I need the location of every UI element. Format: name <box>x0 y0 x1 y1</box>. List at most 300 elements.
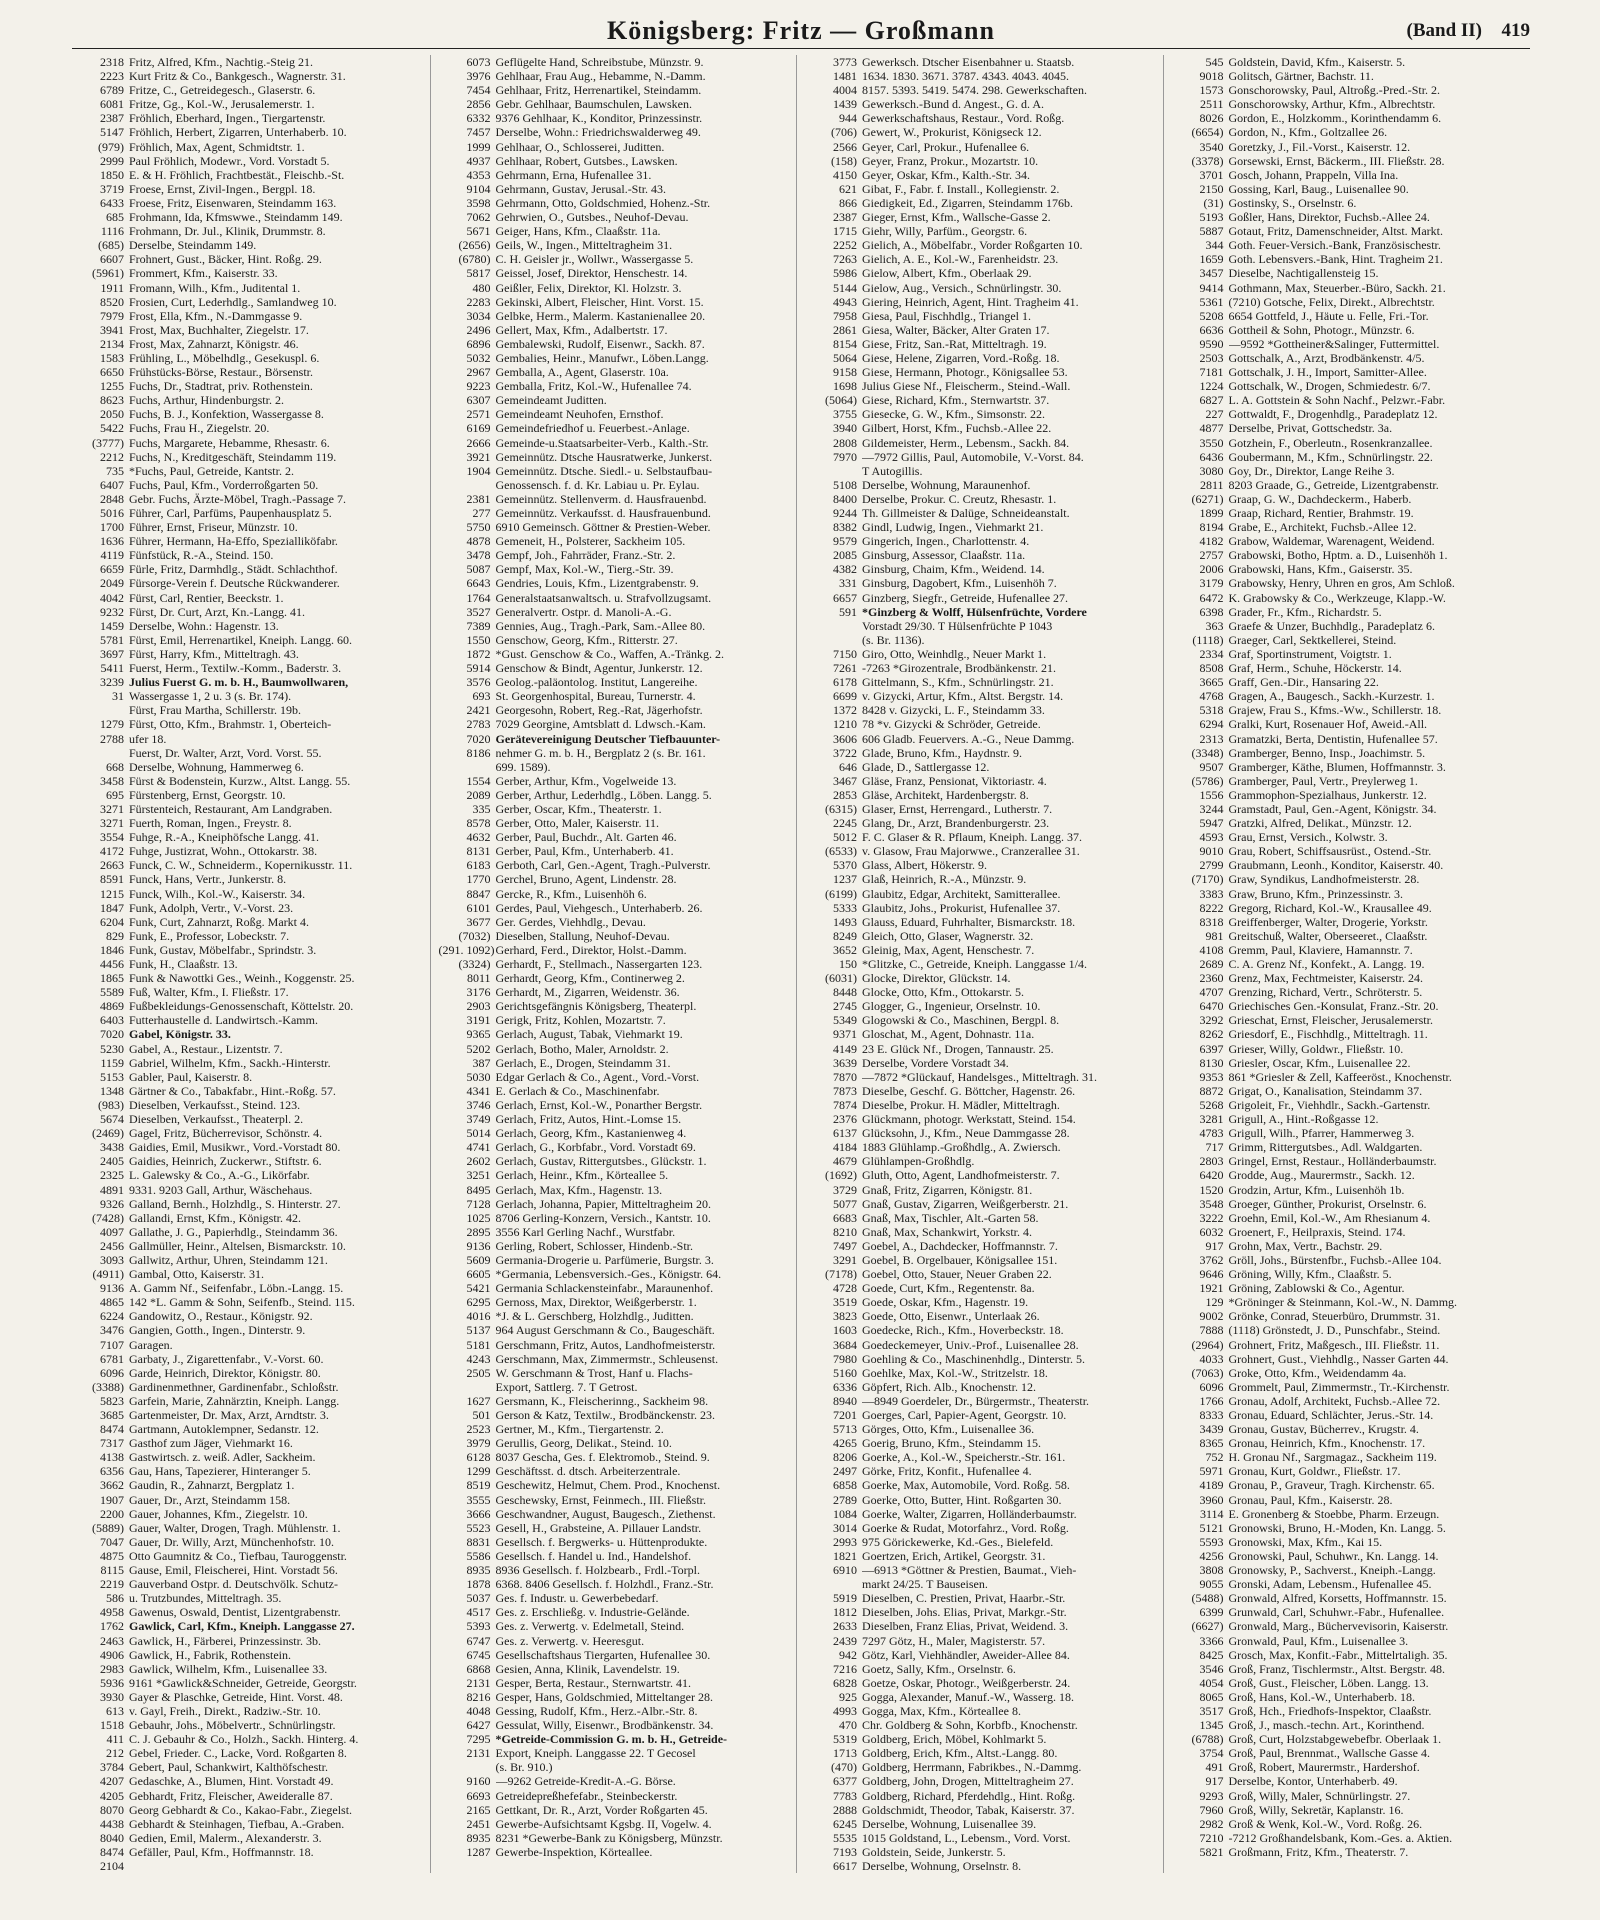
directory-entry <box>72 1591 430 1605</box>
directory-entry <box>1172 1746 1531 1760</box>
entry-text: Groß, Willy, Sekretär, Kaplanstr. 16. <box>1228 1802 1404 1817</box>
phone-number: 3979 <box>466 1436 491 1451</box>
phone-number: 4958 <box>100 1605 124 1620</box>
entry-text: Gauer, Walter, Drogen, Tragh. Mühlenstr. 1. <box>129 1520 341 1535</box>
phone-number: 5016 <box>100 506 124 520</box>
directory-entry <box>805 238 1163 252</box>
phone-number: 2313 <box>1199 731 1224 746</box>
entry-text: Germania-Drogerie u. Parfümerie, Burgstr. 3. <box>495 1252 714 1267</box>
entry-text: Gratzki, Alfred, Delikat., Münzstr. 12. <box>1228 816 1412 831</box>
phone-number: 3976 <box>466 69 491 84</box>
phone-number: 5318 <box>1199 703 1224 718</box>
directory-entry <box>439 1619 797 1633</box>
phone-number: 4149 <box>833 1041 857 1056</box>
directory-entry <box>1172 802 1531 816</box>
entry-text: Gemeinnütz. Verkaufsst. d. Hausfrauenbund. <box>495 506 711 520</box>
phone-number: 3755 <box>833 407 857 422</box>
phone-number: 6420 <box>1199 1168 1224 1183</box>
directory-entry <box>72 69 430 83</box>
entry-text: Julius Fuerst G. m. b. H., Baumwollwaren, <box>129 675 349 690</box>
phone-number: 4456 <box>100 957 124 971</box>
directory-entry <box>439 548 797 562</box>
directory-entry <box>805 1732 1163 1746</box>
directory-entry <box>1172 309 1531 323</box>
entry-text: Gerlach, Gustav, Rittergutsbes., Glückstr. 1. <box>495 1154 707 1169</box>
directory-entry <box>439 111 797 125</box>
phone-number: 5181 <box>466 1337 491 1352</box>
phone-number: 5014 <box>466 1126 491 1141</box>
directory-entry <box>72 379 430 393</box>
phone-number: 8365 <box>1199 1436 1224 1451</box>
directory-entry <box>1172 210 1531 224</box>
entry-text: Generalstaatsanwaltsch. u. Strafvollzugsamt. <box>495 590 712 605</box>
phone-number: 1520 <box>1199 1182 1224 1197</box>
directory-column-3 <box>805 55 1164 1873</box>
entry-text: Gebhardt, Fritz, Fleischer, Aweideralle 87. <box>129 1788 333 1803</box>
directory-entry <box>439 1732 797 1746</box>
entry-text: Gerschmann, Max, Zimmermstr., Schleusenst. <box>495 1351 719 1366</box>
phone-number: 7062 <box>466 210 491 225</box>
phone-number: 6397 <box>1199 1041 1224 1056</box>
entry-text: 23 E. Glück Nf., Drogen, Tannaustr. 25. <box>862 1041 1054 1056</box>
directory-entry <box>439 957 797 971</box>
directory-entry <box>72 323 430 337</box>
phone-number: 9223 <box>466 379 491 394</box>
directory-entry <box>1172 774 1531 788</box>
phone-number: 2451 <box>466 1816 491 1831</box>
directory-entry <box>72 1027 430 1041</box>
phone-number: 3941 <box>100 322 124 337</box>
entry-text: —7872 *Glückauf, Handelsges., Mitteltragh. 31. <box>862 1069 1097 1084</box>
entry-text: Graap, G. W., Dachdeckerm., Haberb. <box>1228 491 1412 506</box>
directory-entry <box>439 1746 797 1760</box>
directory-entry <box>439 689 797 703</box>
directory-entry <box>1172 1295 1531 1309</box>
page-title: Königsberg: Fritz — Großmann <box>607 16 995 45</box>
directory-entry <box>439 1845 797 1859</box>
directory-entry <box>439 858 797 872</box>
phone-number: 6643 <box>466 576 491 591</box>
entry-text: Germania Schlackensteinfabr., Maraunenhof. <box>495 1281 714 1296</box>
entry-text: Grodzin, Artur, Kfm., Luisenhöh 1b. <box>1228 1182 1405 1197</box>
directory-entry <box>439 633 797 647</box>
phone-number: 8186 <box>466 745 491 760</box>
phone-number: 7870 <box>833 1069 857 1084</box>
directory-entry <box>72 605 430 619</box>
phone-number: (685) <box>98 238 124 253</box>
directory-entry <box>1172 675 1531 689</box>
page-header <box>72 14 1530 49</box>
entry-text: Gehrmann, Gustav, Jerusal.-Str. 43. <box>495 181 667 196</box>
phone-number: 3652 <box>833 942 857 957</box>
directory-entry <box>439 985 797 999</box>
directory-entry <box>72 999 430 1013</box>
entry-text: Glang, Dr., Arzt, Brandenburgerstr. 23. <box>862 816 1050 831</box>
entry-text: Gefäller, Paul, Kfm., Hoffmannstr. 18. <box>129 1844 314 1859</box>
entry-text: Gerschmann, Fritz, Autos, Landhofmeisterstr. <box>495 1337 716 1352</box>
entry-text: Gesper, Berta, Restaur., Sternwartstr. 41. <box>495 1675 691 1690</box>
phone-number: 3722 <box>833 745 857 760</box>
phone-number: 2318 <box>100 55 124 69</box>
phone-number: 2325 <box>100 1168 124 1183</box>
directory-entry <box>805 802 1163 816</box>
entry-text: Funck, Hans, Vertr., Junkerstr. 8. <box>129 872 287 887</box>
directory-entry <box>439 1634 797 1648</box>
phone-number: 1872 <box>466 646 491 661</box>
phone-number: 3271 <box>100 816 124 831</box>
entry-text: *Getreide-Commission G. m. b. H., Getreide- <box>495 1732 728 1747</box>
entry-text: Goldberg, Erich, Möbel, Kohlmarkt 5. <box>862 1732 1047 1747</box>
directory-entry <box>805 1634 1163 1648</box>
phone-number: 613 <box>106 1703 124 1718</box>
entry-text: 78 *v. Gizycki & Schröder, Getreide. <box>862 717 1041 732</box>
phone-number: 5108 <box>833 477 857 492</box>
directory-entry <box>439 1253 797 1267</box>
phone-number: 2571 <box>466 407 491 422</box>
entry-text: Fröhlich, Max, Agent, Schmidtstr. 1. <box>129 139 305 154</box>
entry-text: Gronau, Kurt, Goldwr., Fließstr. 17. <box>1228 1464 1401 1479</box>
directory-entry <box>72 1323 430 1337</box>
directory-entry <box>72 647 430 661</box>
directory-entry <box>805 1478 1163 1492</box>
entry-text: Fuchs, B. J., Konfektion, Wassergasse 8. <box>129 407 324 422</box>
directory-entry <box>1172 605 1531 619</box>
entry-text: Gawlick, Wilhelm, Kfm., Luisenallee 33. <box>129 1661 328 1676</box>
directory-entry <box>1172 830 1531 844</box>
directory-entry <box>1172 943 1531 957</box>
entry-text: Ges. z. Verwertg. v. Edelmetall, Steind. <box>495 1619 685 1634</box>
entry-text: Glaubitz, Johs., Prokurist, Hufenallee 37. <box>862 900 1061 915</box>
directory-entry <box>439 1605 797 1619</box>
phone-number: 2856 <box>466 97 491 112</box>
directory-entry <box>439 1338 797 1352</box>
entry-text: Geissel, Josef, Direktor, Henschestr. 14. <box>495 266 688 281</box>
directory-entry <box>805 1831 1163 1845</box>
entry-text: Gielich, A. E., Kol.-W., Farenheidstr. 23. <box>862 252 1059 267</box>
directory-entry <box>805 534 1163 548</box>
directory-entry <box>1172 816 1531 830</box>
entry-text: Gerhardt, M., Zigarren, Weidenstr. 36. <box>495 985 680 1000</box>
directory-entry <box>1172 421 1531 435</box>
directory-entry <box>72 1183 430 1197</box>
phone-number: 8872 <box>1199 1083 1224 1098</box>
directory-entry <box>1172 97 1531 111</box>
phone-number: 5202 <box>466 1041 491 1056</box>
entry-text: Grieser, Willy, Goldwr., Fließstr. 10. <box>1228 1041 1404 1056</box>
entry-text: Grader, Fr., Kfm., Richardstr. 5. <box>1228 604 1382 619</box>
phone-number: 2200 <box>100 1506 124 1521</box>
entry-text: Derselbe, Wohn.: Friedrichswalderweg 49. <box>495 125 701 140</box>
entry-text: Gewerbe-Inspektion, Körteallee. <box>495 1844 653 1859</box>
entry-text: Goede, Curt, Kfm., Regentenstr. 8a. <box>862 1281 1035 1296</box>
entry-text: Groenert, F., Heilpraxis, Steind. 174. <box>1228 1224 1406 1239</box>
phone-number: 6781 <box>100 1351 124 1366</box>
phone-number: (2964) <box>1191 1337 1224 1352</box>
phone-number: 7317 <box>100 1436 124 1451</box>
entry-text: Glass, Albert, Hökerstr. 9. <box>862 858 987 873</box>
directory-entry <box>439 1070 797 1084</box>
entry-text: Fuhge, R.-A., Kneiphöfsche Langg. 41. <box>129 830 319 845</box>
directory-entry <box>1172 1084 1531 1098</box>
directory-entry <box>1172 1789 1531 1803</box>
phone-number: 2666 <box>466 435 491 450</box>
phone-number: 8519 <box>466 1478 491 1493</box>
directory-entry <box>439 520 797 534</box>
directory-entry <box>439 337 797 351</box>
phone-number: 3606 <box>833 731 857 746</box>
directory-entry <box>72 1817 430 1831</box>
directory-entry <box>439 1464 797 1478</box>
phone-number: (4911) <box>92 1267 124 1282</box>
phone-number <box>805 619 862 633</box>
directory-entry <box>1172 1464 1531 1478</box>
directory-entry <box>72 1154 430 1168</box>
phone-number: 1215 <box>100 886 124 901</box>
directory-entry <box>1172 140 1531 154</box>
directory-entry <box>439 97 797 111</box>
directory-entry <box>1172 154 1531 168</box>
entry-text: Grodde, Aug., Maurermstr., Sackh. 12. <box>1228 1168 1415 1183</box>
directory-entry <box>439 464 797 478</box>
phone-number: 545 <box>1205 55 1224 69</box>
entry-text: Froese, Fritz, Eisenwaren, Steindamm 163. <box>129 195 337 210</box>
directory-entry <box>72 788 430 802</box>
entry-text: Fürst, Frau Martha, Schillerstr. 19b. <box>129 703 301 718</box>
entry-text: Gernoss, Max, Direktor, Weißgerberstr. 1. <box>495 1295 697 1310</box>
entry-text: Gerichtsgefängnis Königsberg, Theaterpl. <box>495 999 697 1014</box>
directory-entry <box>439 1676 797 1690</box>
entry-text: Gesellsch. f. Bergwerks- u. Hüttenprodukte. <box>495 1534 708 1549</box>
directory-entry <box>1172 1662 1531 1676</box>
phone-number: 4016 <box>466 1309 491 1324</box>
directory-entry <box>72 1619 430 1633</box>
directory-entry <box>439 379 797 393</box>
entry-text: Gronau, Adolf, Architekt, Fuchsb.-Allee 72. <box>1228 1393 1441 1408</box>
entry-text: Goldberg, Herrmann, Fabrikbes., N.-Dammg. <box>862 1760 1082 1775</box>
directory-entry <box>72 1507 430 1521</box>
phone-number: 7970 <box>833 449 857 464</box>
entry-text: Fürst, Otto, Kfm., Brahmstr. 1, Oberteich- <box>129 717 332 732</box>
phone-number: 7216 <box>833 1661 857 1676</box>
directory-entry <box>805 619 1163 633</box>
phone-number: 6307 <box>466 393 491 408</box>
directory-entry <box>72 1013 430 1027</box>
phone-number: 7888 <box>1199 1323 1224 1338</box>
directory-entry <box>1172 281 1531 295</box>
phone-number: (3777) <box>92 435 124 450</box>
phone-number: 5411 <box>100 661 124 676</box>
entry-text: Giese, Helene, Zigarren, Vord.-Roßg. 18. <box>862 350 1060 365</box>
directory-entry <box>1172 1422 1531 1436</box>
phone-number: 7960 <box>1199 1802 1224 1817</box>
phone-number: 942 <box>839 1647 857 1662</box>
directory-entry <box>439 1422 797 1436</box>
phone-number <box>439 478 496 492</box>
directory-entry <box>72 830 430 844</box>
directory-entry <box>1172 591 1531 605</box>
phone-number: 4138 <box>100 1450 124 1465</box>
directory-entry <box>1172 1690 1531 1704</box>
entry-text: Gallathe, J. G., Papierhdlg., Steindamm 36. <box>129 1224 338 1239</box>
entry-text: Fuß, Walter, Kfm., I. Fließstr. 17. <box>129 985 289 1000</box>
entry-text: Derselbe, Prokur. C. Creutz, Rhesastr. 1. <box>862 491 1057 506</box>
phone-number: 2789 <box>833 1492 857 1507</box>
directory-entry <box>805 365 1163 379</box>
phone-number: 7261 <box>833 661 857 676</box>
directory-entry <box>1172 1056 1531 1070</box>
phone-number: 9414 <box>1199 280 1224 295</box>
phone-number: 3271 <box>100 801 124 816</box>
directory-columns <box>72 55 1530 1873</box>
phone-number: 1556 <box>1199 787 1224 802</box>
directory-entry <box>439 872 797 886</box>
directory-entry <box>805 393 1163 407</box>
entry-text: Groß, Paul, Brennmat., Wallsche Gasse 4. <box>1228 1746 1430 1761</box>
directory-entry <box>439 1662 797 1676</box>
entry-text: Grau, Robert, Schiffsausrüst., Ostend.-Str. <box>1228 844 1432 859</box>
entry-text: Derselbe, Privat, Gottschedstr. 3a. <box>1228 421 1393 436</box>
entry-text: Groß, Gust., Fleischer, Löben. Langg. 13. <box>1228 1675 1429 1690</box>
phone-number: 4054 <box>1199 1675 1224 1690</box>
phone-number: 1459 <box>100 618 124 633</box>
phone-number: 3478 <box>466 548 491 563</box>
phone-number: 1715 <box>833 224 857 239</box>
directory-entry <box>1172 450 1531 464</box>
directory-entry <box>805 1450 1163 1464</box>
entry-text: Grohnert, Gust., Viehhdlg., Nasser Garten 44. <box>1228 1351 1449 1366</box>
entry-text: Gerhardt, Georg, Kfm., Continerweg 2. <box>495 971 685 986</box>
phone-number: 1847 <box>100 900 124 915</box>
phone-number: 9244 <box>833 506 857 520</box>
entry-text: Gessulat, Willy, Eisenwr., Brodbänkenstr. 34. <box>495 1718 714 1733</box>
entry-text: Gemballa, Fritz, Kol.-W., Hufenallee 74. <box>495 379 692 394</box>
entry-text: Goebel, B. Orgelbauer, Königsallee 151. <box>862 1252 1058 1267</box>
directory-entry <box>805 492 1163 506</box>
phone-number: 3662 <box>100 1478 124 1493</box>
phone-number: 7210 <box>1199 1830 1224 1845</box>
phone-number: 621 <box>839 181 857 196</box>
phone-number: 1210 <box>833 717 857 732</box>
directory-entry <box>1172 1718 1531 1732</box>
directory-entry <box>1172 971 1531 985</box>
directory-entry <box>1172 689 1531 703</box>
directory-entry <box>805 407 1163 421</box>
entry-text: Grigull, A., Hint.-Roßgasse 12. <box>1228 1112 1379 1127</box>
directory-entry <box>72 915 430 929</box>
phone-number: 4353 <box>466 167 491 182</box>
directory-entry <box>805 1662 1163 1676</box>
phone-number: 3519 <box>833 1295 857 1310</box>
phone-number: 9353 <box>1199 1069 1224 1084</box>
entry-text: Gebhardt & Steinhagen, Tiefbau, A.-Graben. <box>129 1816 345 1831</box>
phone-number: 925 <box>839 1689 857 1704</box>
phone-number: 6745 <box>466 1647 491 1662</box>
phone-number: 7873 <box>833 1083 857 1098</box>
entry-text: Frühling, L., Möbelhdlg., Gesekuspl. 6. <box>129 350 320 365</box>
directory-entry <box>72 210 430 224</box>
phone-number: 9055 <box>1199 1577 1224 1592</box>
directory-entry <box>1172 1760 1531 1774</box>
phone-number: (6654) <box>1191 125 1224 140</box>
entry-text: Grigoleit, Fr., Viehhdlr., Sackh.-Gartenstr. <box>1228 1097 1431 1112</box>
entry-text: Dieselben, Johs. Elias, Privat, Markgr.-Str. <box>862 1605 1067 1620</box>
directory-entry <box>72 182 430 196</box>
phone-number: 2089 <box>466 787 491 802</box>
entry-text: Ginzberg, Siegfr., Getreide, Hufenallee 27. <box>862 590 1069 605</box>
entry-text: Gralki, Kurt, Rosenauer Hof, Aweid.-All. <box>1228 717 1428 732</box>
phone-number: 2848 <box>100 491 124 506</box>
entry-text: Dieselben, Franz Elias, Privat, Weidend. 3. <box>862 1619 1069 1634</box>
phone-number: 2381 <box>466 491 491 506</box>
entry-text: Gronowski, Bruno, H.-Moden, Kn. Langg. 5. <box>1228 1520 1446 1535</box>
directory-entry <box>439 562 797 576</box>
directory-entry <box>72 1436 430 1450</box>
phone-number: 3458 <box>100 773 124 788</box>
phone-number: 7874 <box>833 1097 857 1112</box>
directory-entry <box>439 295 797 309</box>
directory-entry <box>439 675 797 689</box>
entry-text: Funk, H., Claaßstr. 13. <box>129 957 238 971</box>
phone-number: 3093 <box>100 1252 124 1267</box>
entry-text: Futterhaustelle d. Landwirtsch.-Kamm. <box>129 1013 318 1028</box>
directory-entry <box>1172 69 1531 83</box>
phone-number: 4042 <box>100 590 124 605</box>
directory-entry <box>72 55 430 69</box>
phone-number: 1583 <box>100 350 124 365</box>
entry-text: *Fuchs, Paul, Getreide, Kantstr. 2. <box>129 463 294 478</box>
directory-entry <box>1172 1267 1531 1281</box>
entry-text: Gerlach, E., Drogen, Steindamm 31. <box>495 1055 671 1070</box>
entry-text: Dieselben, Stallung, Neuhof-Devau. <box>495 928 670 943</box>
directory-entry <box>439 323 797 337</box>
directory-entry <box>439 281 797 295</box>
directory-entry <box>805 1436 1163 1450</box>
directory-entry <box>439 1225 797 1239</box>
phone-number: 4679 <box>833 1154 857 1169</box>
phone-number: 1554 <box>466 773 491 788</box>
phone-number: 3666 <box>466 1506 491 1521</box>
phone-number: 344 <box>1205 238 1224 253</box>
entry-text: Goerke, Max, Automobile, Vord. Roßg. 58. <box>862 1478 1070 1493</box>
phone-number: 4783 <box>1199 1126 1224 1141</box>
entry-text: Gersmann, K., Fleischerinng., Sackheim 98. <box>495 1393 709 1408</box>
phone-number: 7201 <box>833 1408 857 1422</box>
phone-number: 4877 <box>1199 421 1224 436</box>
entry-text: Gebr. Fuchs, Ärzte-Möbel, Tragh.-Passage 7. <box>129 491 346 506</box>
entry-text: Derselbe, Wohnung, Maraunenhof. <box>862 477 1031 492</box>
directory-entry <box>72 858 430 872</box>
phone-number: 501 <box>472 1408 491 1422</box>
directory-entry <box>1172 196 1531 210</box>
phone-number: 735 <box>106 463 124 478</box>
directory-entry <box>805 224 1163 238</box>
phone-number <box>805 464 862 478</box>
entry-text: Frohmann, Ida, Kfmswwe., Steindamm 149. <box>129 210 343 225</box>
phone-number: 7979 <box>100 308 124 323</box>
directory-entry <box>72 633 430 647</box>
directory-entry <box>805 1493 1163 1507</box>
directory-entry <box>72 1478 430 1492</box>
entry-text: Gilbert, Horst, Kfm., Fuchsb.-Allee 22. <box>862 421 1052 436</box>
phone-number: 4205 <box>100 1788 124 1803</box>
entry-text: *Germania, Lebensversich.-Ges., Königstr. 64. <box>495 1267 722 1282</box>
entry-text: Gambal, Otto, Kaiserstr. 31. <box>129 1267 264 1282</box>
phone-number: 4906 <box>100 1647 124 1662</box>
entry-text: Gercke, R., Kfm., Luisenhöh 6. <box>495 886 647 901</box>
directory-entry <box>72 1211 430 1225</box>
directory-entry <box>72 1239 430 1253</box>
phone-number: 2895 <box>466 1224 491 1239</box>
